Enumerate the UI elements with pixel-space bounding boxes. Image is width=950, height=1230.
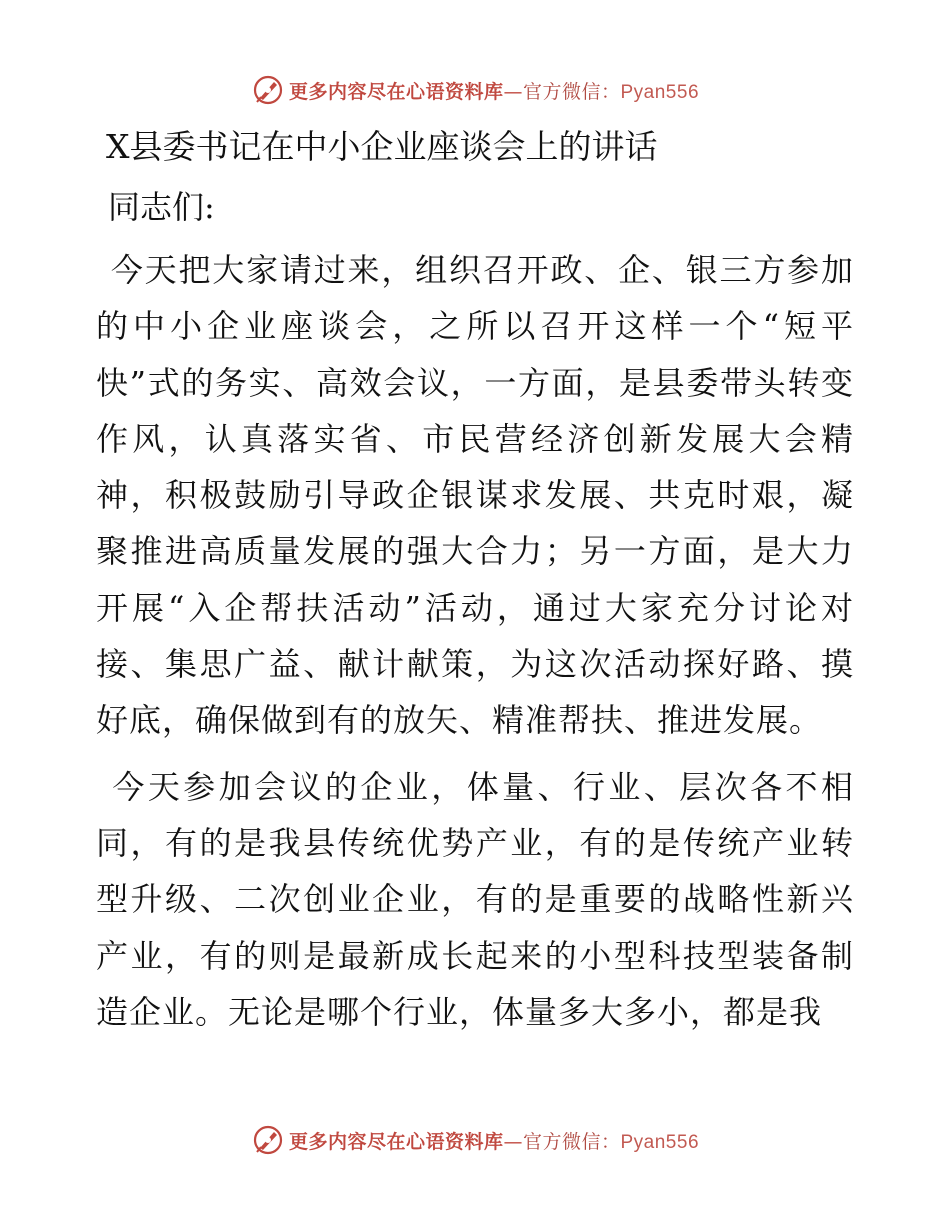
banner-text xyxy=(289,77,699,104)
paragraph-2-text: 今天参加会议的企业，体量、行业、层次各不相同，有的是我县传统优势产业，有的是传统产业转型升级、二次创业企业，有的是重要的战略性新兴产业，有的则是最新成长起来的小型科技型装备制造企业。无论是哪个行业，体量多大多小，都是我 xyxy=(96,767,854,1031)
banner-wechat-label: 官方微信： xyxy=(522,80,621,103)
banner-wechat-id: Pyan556 xyxy=(620,1131,700,1153)
quill-pen-logo-icon xyxy=(251,1123,285,1157)
document-body xyxy=(96,118,854,1040)
quill-pen-logo-icon xyxy=(251,73,285,107)
banner-text xyxy=(289,1127,699,1154)
footer-banner xyxy=(0,1120,950,1160)
paragraph-1 xyxy=(96,242,854,749)
banner-dash: — xyxy=(503,80,523,103)
paragraph-1-text: 今天把大家请过来，组织召开政、企、银三方参加的中小企业座谈会，之所以召开这样一个“短平快”式的务实、高效会议，一方面，是县委带头转变作风，认真落实省、市民营经济创新发展大会精神，积极鼓励引导政企银谋求发展、共克时艰，凝聚推进高质量发展的强大合力；另一方面，是大力开展“入企帮扶活动”活动，通过大家充分讨论对接、集思广益、献计献策，为这次活动探好路、摸好底，确保做到有的放矢、精准帮扶、推进发展。 xyxy=(96,251,854,740)
banner-prefix: 更多内容尽在心语资料库 xyxy=(288,1130,504,1153)
banner-prefix: 更多内容尽在心语资料库 xyxy=(288,80,504,103)
banner-wechat-label: 官方微信： xyxy=(522,1130,621,1153)
banner-wechat-id: Pyan556 xyxy=(620,81,700,103)
salutation: 同志们: xyxy=(108,188,215,226)
banner-dash: — xyxy=(503,1130,523,1153)
header-banner xyxy=(0,70,950,110)
document-title: X县委书记在中小企业座谈会上的讲话 xyxy=(106,127,658,166)
paragraph-2 xyxy=(96,759,854,1040)
